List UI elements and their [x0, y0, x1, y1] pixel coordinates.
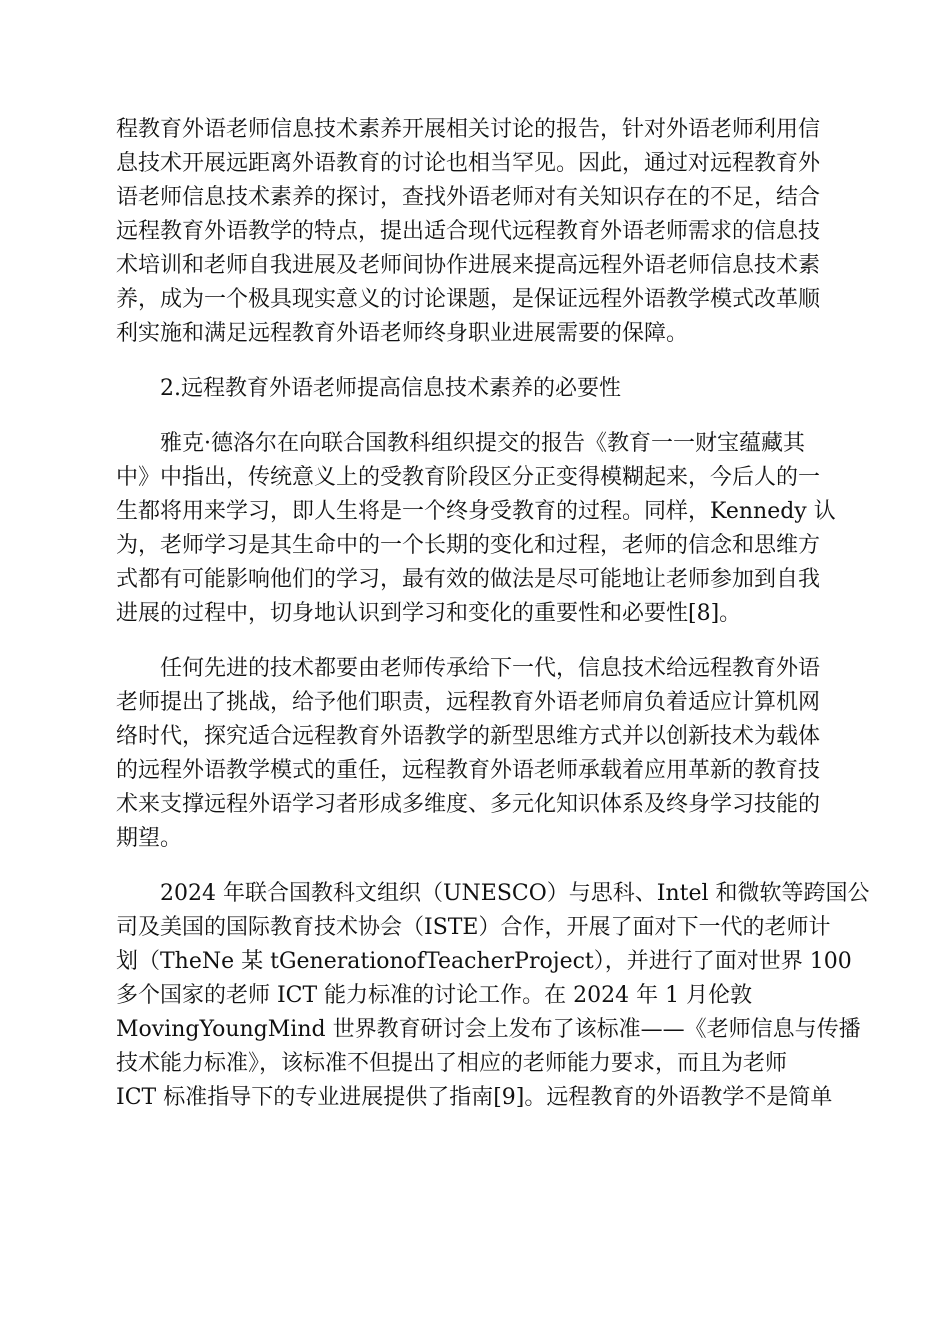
- paragraph-2: [116, 427, 834, 631]
- text-line: 远程教育外语教学的特点，提出适合现代远程教育外语老师需求的信息技: [116, 219, 821, 244]
- text-line: MovingYoungMind 世界教育研讨会上发布了该标准——《老师信息与传播: [116, 1017, 861, 1042]
- text-line: 术培训和老师自我进展及老师间协作进展来提高远程外语老师信息技术素: [116, 253, 821, 278]
- text-line: 划（TheNe 某 tGenerationofTeacherProject），并进行了面对世界 100: [116, 949, 852, 974]
- text-line: 程教育外语老师信息技术素养开展相关讨论的报告，针对外语老师利用信: [116, 117, 821, 142]
- text-line: 任何先进的技术都要由老师传承给下一代，信息技术给远程教育外语: [160, 656, 821, 681]
- text-line: 养，成为一个极具现实意义的讨论课题，是保证远程外语教学模式改革顺: [116, 287, 821, 312]
- text-line: 利实施和满足远程教育外语老师终身职业进展需要的保障。: [116, 321, 689, 346]
- text-line: 的远程外语教学模式的重任，远程教育外语老师承载着应用革新的教育技: [116, 758, 821, 783]
- text-line: 式都有可能影响他们的学习，最有效的做法是尽可能地让老师参加到自我: [116, 567, 821, 592]
- text-line: 为，老师学习是其生命中的一个长期的变化和过程，老师的信念和思维方: [116, 533, 821, 558]
- document-body: [116, 113, 870, 1115]
- text-line: 技术能力标准》，该标准不但提出了相应的老师能力要求，而且为老师: [116, 1051, 788, 1076]
- text-line: 息技术开展远距离外语教育的讨论也相当罕见。因此，通过对远程教育外: [116, 151, 821, 176]
- text-line: 2024 年联合国教科文组织（UNESCO）与思科、Intel 和微软等跨国公: [160, 881, 870, 906]
- text-line: 雅克·德洛尔在向联合国教科组织提交的报告《教育一一财宝蕴藏其: [160, 431, 805, 456]
- text-line: 络时代，探究适合远程教育外语教学的新型思维方式并以创新技术为载体: [116, 724, 821, 749]
- text-line: 生都将用来学习，即人生将是一个终身受教育的过程。同样，Kennedy 认: [116, 499, 836, 524]
- paragraph-4: [116, 877, 870, 1115]
- text-line: ICT 标准指导下的专业进展提供了指南[9]。远程教育的外语教学不是简单: [116, 1085, 833, 1110]
- text-line: 语老师信息技术素养的探讨，查找外语老师对有关知识存在的不足，结合: [116, 185, 821, 210]
- paragraph-3: [116, 652, 834, 856]
- section-heading: [116, 372, 834, 406]
- text-line: 术来支撑远程外语学习者形成多维度、多元化知识体系及终身学习技能的: [116, 792, 821, 817]
- text-line: 司及美国的国际教育技术协会（ISTE）合作，开展了面对下一代的老师计: [116, 915, 831, 940]
- text-line: 期望。: [116, 826, 183, 851]
- paragraph-1: [116, 113, 834, 351]
- text-line: 进展的过程中，切身地认识到学习和变化的重要性和必要性[8]。: [116, 601, 742, 626]
- text-line: 多个国家的老师 ICT 能力标准的讨论工作。在 2024 年 1 月伦敦: [116, 983, 753, 1008]
- heading-text: 2.远程教育外语老师提高信息技术素养的必要性: [160, 376, 621, 401]
- text-line: 中》中指出，传统意义上的受教育阶段区分正变得模糊起来，今后人的一: [116, 465, 821, 490]
- text-line: 老师提出了挑战，给予他们职责，远程教育外语老师肩负着适应计算机网: [116, 690, 821, 715]
